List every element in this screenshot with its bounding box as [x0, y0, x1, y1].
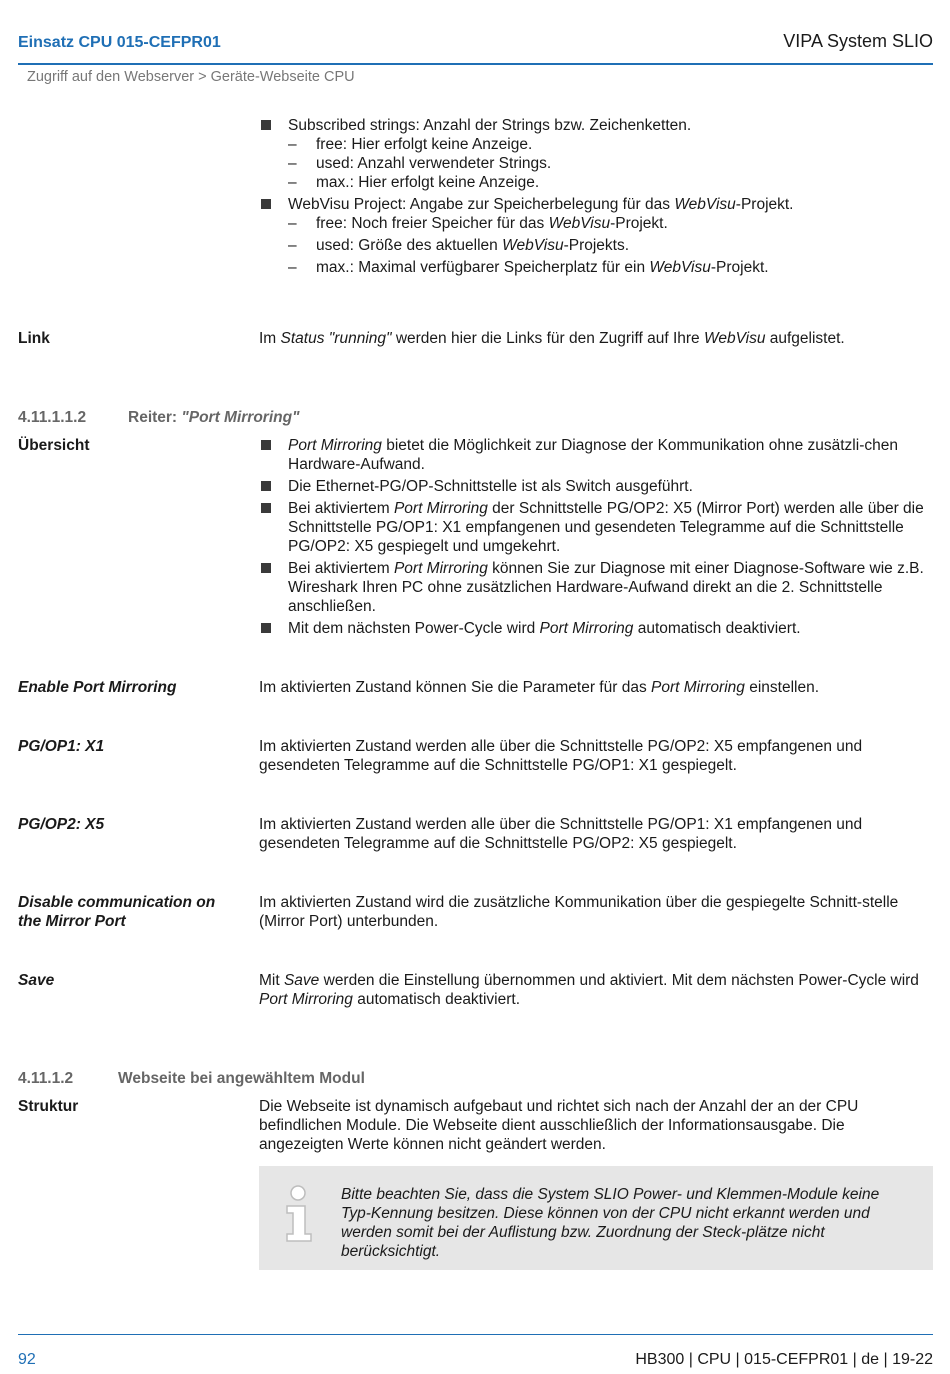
overview-label: Übersicht: [18, 437, 90, 454]
pgop2-description: Im aktivierten Zustand werden alle über die Schnittstelle PG/OP1: X1 empfangenen und gesendeten Telegramme auf die Schnittstelle PG/OP2: X5 gespiegelt.: [259, 816, 863, 852]
structure-description: Die Webseite ist dynamisch aufgebaut und richtet sich nach der Anzahl der an der CPU befindlichen Module. Die Webseite dient ausschließlich der Informationsausgabe. Die angezeigten Werte können nicht geändert werden.: [259, 1098, 859, 1153]
list-item: Bei aktiviertem Port Mirroring der Schnittstelle PG/OP2: X5 (Mirror Port) werden alle über die Schnittstelle PG/OP1: X1 empfangenen und gesendeten Telegramme auf die Schnittstelle PG/OP2: X5 gespiegelt und umgekehrt.: [259, 499, 933, 556]
list-item: [259, 116, 933, 192]
note-text: Bitte beachten Sie, dass die System SLIO Power- und Klemmen-Module keine Typ-Kennung besitzen. Diese können von der CPU nicht erkannt werden und werden somit bei der Auflistung bzw. Zuordnung der Steck-plätze nicht berücksichtigt.: [341, 1186, 880, 1260]
header-divider: [18, 63, 933, 65]
list-item: Die Ethernet-PG/OP-Schnittstelle ist als Switch ausgeführt.: [259, 477, 933, 496]
list-item: Mit dem nächsten Power-Cycle wird Port Mirroring automatisch deaktiviert.: [259, 619, 933, 638]
sub-item: – free: Hier erfolgt keine Anzeige.: [259, 135, 933, 154]
structure-label: Struktur: [18, 1098, 79, 1115]
enable-port-mirroring-description: Im aktivierten Zustand können Sie die Parameter für das Port Mirroring einstellen.: [259, 679, 820, 696]
pgop1-label: PG/OP1: X1: [18, 738, 105, 755]
list-item-text: Subscribed strings: Anzahl der Strings bzw. Zeichenketten.: [288, 117, 692, 134]
sub-item: – max.: Hier erfolgt keine Anzeige.: [259, 173, 933, 192]
save-description: Mit Save werden die Einstellung übernommen und aktiviert. Mit dem nächsten Power-Cycle wird Port Mirroring automatisch deaktiviert.: [259, 972, 919, 1008]
pgop2-label: PG/OP2: X5: [18, 816, 105, 833]
link-description: Im Status "running" werden hier die Links für den Zugriff auf Ihre WebVisu aufgelistet.: [259, 330, 845, 347]
list-item: WebVisu Project: Angabe zur Speicherbelegung für das WebVisu-Projekt. – free: Noch freier Speicher für das WebVisu-Projekt. – used: Größe des aktuellen WebVisu-Projekts. – max.: Maximal verfügbarer Speicherplatz für ein WebVisu-Projekt.: [259, 195, 933, 277]
sub-item: – max.: Maximal verfügbarer Speicherplatz für ein WebVisu-Projekt.: [259, 258, 933, 277]
section-heading: 4.11.1.1.2 Reiter: "Port Mirroring": [18, 409, 300, 426]
page-number: 92: [18, 1351, 36, 1368]
sub-item: – used: Größe des aktuellen WebVisu-Projekts.: [259, 236, 933, 255]
overview-list: [259, 436, 933, 638]
memory-list: [259, 116, 933, 277]
save-label: Save: [18, 972, 55, 989]
sub-item: – free: Noch freier Speicher für das WebVisu-Projekt.: [259, 214, 933, 233]
document-id: HB300 | CPU | 015-CEFPR01 | de | 19-22: [635, 1351, 933, 1368]
info-icon: [281, 1184, 317, 1244]
section-heading: 4.11.1.2 Webseite bei angewähltem Modul: [18, 1070, 365, 1087]
link-label: Link: [18, 330, 50, 347]
breadcrumb: Zugriff auf den Webserver > Geräte-Webseite CPU: [27, 69, 355, 85]
pgop1-description: Im aktivierten Zustand werden alle über die Schnittstelle PG/OP2: X5 empfangenen und gesendeten Telegramme auf die Schnittstelle PG/OP1: X1 gespiegelt.: [259, 738, 863, 774]
list-item: Bei aktiviertem Port Mirroring können Sie zur Diagnose mit einer Diagnose-Software wie z.B. Wireshark Ihren PC ohne zusätzlichen Hardware-Aufwand direkt an die 2. Schnittstelle anschließen.: [259, 559, 933, 616]
product-name: VIPA System SLIO: [783, 31, 933, 51]
list-item: Port Mirroring bietet die Möglichkeit zur Diagnose der Kommunikation ohne zusätzli-chen Hardware-Aufwand.: [259, 436, 933, 474]
document-title: Einsatz CPU 015-CEFPR01: [18, 34, 221, 51]
disable-communication-description: Im aktivierten Zustand wird die zusätzliche Kommunikation über die gespiegelte Schnitt-stelle (Mirror Port) unterbunden.: [259, 894, 899, 930]
sub-item: – used: Anzahl verwendeter Strings.: [259, 154, 933, 173]
footer-divider: [18, 1334, 933, 1335]
note-box: [259, 1166, 933, 1270]
enable-port-mirroring-label: Enable Port Mirroring: [18, 679, 177, 696]
disable-communication-label: Disable communication on the Mirror Port: [18, 894, 216, 930]
